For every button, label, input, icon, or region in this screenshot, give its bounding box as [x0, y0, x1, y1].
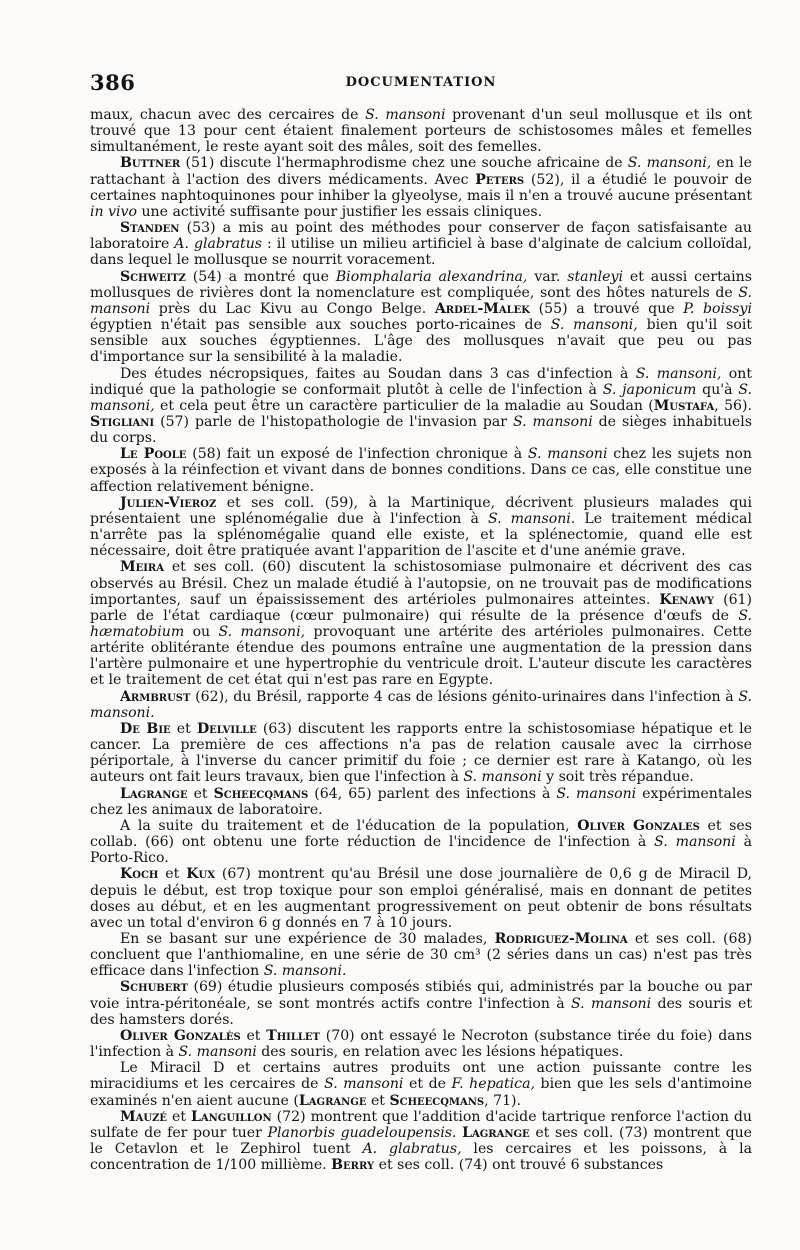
text-run: des souris et des hamsters dorés. — [90, 995, 752, 1028]
paragraph — [90, 1060, 752, 1108]
text-run: (57) parle de l'histopathologie de l'invasion par — [154, 413, 513, 430]
author-name: Schubert — [120, 979, 188, 996]
text-run: (63) discutent les rapports entre la schistosomiase hépatique et le cancer. La première de ces affections n'a pas de relation causale avec la cirrhose périportale, à l'inverse du cancer primitif du foie ; ce dernier est rare à Katango, où les auteurs ont fait leurs travaux, bien que l'infection à — [90, 720, 753, 786]
italic-term: S. mansoni — [556, 785, 637, 802]
text-run: (64, 65) parlent des infections à — [308, 785, 557, 802]
text-run: et — [167, 1108, 191, 1125]
author-name: Lagrange — [298, 1092, 367, 1109]
italic-term: S. mansoni, — [627, 155, 712, 172]
paragraph — [90, 366, 752, 447]
text-run: égyptien n'était pas sensible aux souches porto-ricaines de — [90, 317, 551, 334]
text-run: (54) a montré que — [185, 268, 336, 285]
author-name: Delville — [196, 720, 257, 737]
text-run: et ses coll. (74) ont trouvé 6 substances — [374, 1157, 664, 1174]
paragraph — [90, 446, 752, 494]
author-name: Mustafa — [653, 397, 715, 414]
author-name: Ardel-Malek — [434, 300, 530, 317]
author-name: Scheecqmans — [213, 785, 309, 802]
text-run: qu'à — [696, 381, 739, 398]
author-name: Peters — [475, 171, 525, 188]
text-run: (53) a mis au point des méthodes pour conserver de façon satisfaisante au laboratoire — [90, 220, 752, 253]
text-run: ont indiqué que la pathologie se conformait plutôt à celle de l'infection à — [90, 365, 752, 398]
author-name: Scheecqmans — [389, 1092, 485, 1109]
italic-term: S. hæmatobium — [90, 607, 752, 640]
author-name: Julien-Vieroz — [120, 494, 217, 511]
italic-term: S. mansoni — [324, 1076, 404, 1093]
author-name: Berry — [331, 1157, 375, 1174]
text-run: (70) ont essayé le Necroton (substance tirée du foie) dans l'infection à — [90, 1027, 752, 1061]
page-number: 386 — [90, 70, 136, 95]
text-run: ou — [184, 624, 219, 640]
author-name: Armbrust — [120, 688, 191, 705]
text-run: de sièges inhabituels du corps. — [90, 413, 752, 447]
text-run: Des études nécropsiques, faites au Soudan dans 3 cas d'infection à — [120, 365, 636, 382]
text-run: y soit très répandue. — [541, 769, 694, 786]
italic-term: P. boissyi — [683, 300, 752, 317]
text-run: : il utilise un milieu artificiel à base d'alginate de calcium colloïdal, dans lequel le mollusque se nourrit voracement. — [90, 236, 752, 269]
author-name: Le Poole — [120, 446, 187, 463]
text-run: (61) parle de l'état cardiaque (cœur pulmonaire) qui résulte de la présence d'œufs de — [90, 591, 752, 624]
text-run: provenant d'un seul mollusque et ils ont trouvé que 13 pour cent étaient finalement porteurs de schistosomes mâles et femelles simultanément, le reste ayant soit des mâles, soit des femelles. — [90, 107, 752, 156]
text-run: Le traitement médical n'arrête pas la splénomégalie quand elle existe, et la splénectomie, quand elle est nécessaire, doit être pratiquée avant l'apparition de l'ascite et d'une anémie grave. — [90, 510, 752, 560]
text-run: (58) fait un exposé de l'infection chronique à — [186, 446, 528, 463]
author-name: Kenawy — [659, 591, 715, 608]
author-name: Lagrange — [462, 1124, 530, 1141]
author-name: Languillon — [191, 1108, 272, 1125]
author-name: Stigliani — [90, 413, 155, 430]
italic-term: Planorbis guadeloupensis. — [267, 1124, 457, 1141]
italic-term: S. mansoni — [570, 995, 652, 1012]
paragraph — [90, 866, 752, 931]
italic-term: S. mansoni — [178, 1044, 257, 1061]
text-run: Le Miracil D et certains autres produits ont une action puissante contre les miracidiums et les cercaires de — [90, 1060, 752, 1093]
text-run: (51) discute l'hermaphrodisme chez une souche africaine de — [180, 155, 628, 172]
text-run: et — [187, 785, 214, 802]
paragraph — [90, 931, 752, 979]
text-run: et aussi certains mollusques de rivières dont la nomenclature est compliquée, sont des hôtes naturels de — [90, 268, 752, 301]
text-run: bien qu'il soit sensible aux souches égyptiennes. L'âge des mollusques n'avait que peu ou pas d'importance sur la sensibilité à la maladie. — [90, 317, 752, 366]
paragraph — [90, 220, 752, 268]
paragraph — [90, 155, 752, 220]
author-name: Oliver Gonzales — [577, 817, 700, 834]
text-run: (52), il a étudié le pouvoir de certaines naphtoquinones pour inhiber la glyeolyse, mais il n'en a trouvé aucune présentant — [90, 171, 752, 204]
italic-term: S. mansoni, — [635, 365, 722, 382]
author-name: Buttner — [120, 155, 181, 172]
text-run: et de — [403, 1076, 452, 1093]
paragraph — [90, 979, 752, 1027]
text-run: (62), du Brésil, rapporte 4 cas de lésions génito-urinaires dans l'infection à — [190, 688, 739, 705]
text-run: à Porto-Rico. — [90, 834, 752, 867]
text-run: des souris, en relation avec les lésions hépatiques. — [256, 1044, 624, 1061]
italic-term: S. mansoni — [463, 769, 542, 786]
italic-term: S. mansoni, — [550, 317, 638, 334]
text-run: (69) étudie plusieurs composés stibiés qui, administrés par la bouche ou par voie intra-péritonéale, se sont montrés actifs contre l'infection à — [90, 979, 752, 1012]
italic-term: F. hepatica, — [451, 1076, 535, 1093]
italic-term: S. mansoni — [654, 834, 736, 851]
text-run: bien que les sels d'antimoine examinés n'en aient aucune ( — [90, 1076, 752, 1109]
text-run: et ses coll. (68) concluent que l'anthiomaline, en une série de 30 cm³ (2 séries dans un cas) n'est pas très efficace dans l'infection — [90, 930, 752, 980]
text-run: , 56). — [714, 397, 752, 414]
text-run: et ses coll. (59), à la Martinique, décrivent plusieurs malades qui présentaient une splénomégalie due à l'infection à — [90, 494, 752, 527]
author-name: De Bie — [120, 720, 171, 737]
italic-term: in vivo — [90, 203, 137, 220]
paragraph — [90, 107, 752, 155]
author-name: Thillet — [266, 1027, 320, 1044]
italic-term: A. glabratus — [174, 236, 263, 253]
paragraph — [90, 1109, 752, 1174]
text-run: et — [170, 720, 197, 737]
paragraph — [90, 818, 752, 866]
text-run: et — [240, 1027, 267, 1044]
italic-term: stanleyi — [567, 268, 623, 285]
italic-term: S. japonicum — [602, 381, 697, 398]
italic-term: S. mansoni — [527, 446, 608, 463]
text-run: (55) a trouvé que — [530, 300, 684, 317]
italic-term: S. mansoni — [512, 413, 593, 430]
paragraph — [90, 786, 752, 818]
paragraph — [90, 495, 752, 560]
author-name: Oliver Gonzalès — [120, 1027, 241, 1044]
text-run: , 71). — [484, 1092, 522, 1109]
italic-term: S. mansoni. — [487, 510, 576, 527]
italic-term: S. mansoni, — [218, 624, 306, 640]
author-name: Rodriguez-Molina — [494, 930, 628, 947]
author-name: Schweitz — [120, 268, 186, 285]
text-run: et ses collab. (66) ont obtenu une forte réduction de l'incidence de l'infection à — [90, 817, 752, 851]
paragraph — [90, 1028, 752, 1060]
text-run: En se basant sur une expérience de 30 malades, — [120, 930, 495, 947]
text-run: près du Lac Kivu au Congo Belge. — [150, 300, 435, 317]
italic-term: S. mansoni — [90, 284, 752, 317]
italic-term: S. mansoni, — [90, 381, 752, 414]
author-name: Mauzé — [120, 1108, 168, 1125]
author-name: Standen — [120, 220, 180, 237]
text-run: et — [158, 866, 187, 883]
text-run: maux, chacun avec des cercaires de — [90, 107, 366, 123]
author-name: Koch — [120, 866, 159, 883]
italic-term: S. mansoni. — [90, 688, 752, 721]
text-run: expérimentales chez les animaux de laboratoire. — [90, 785, 752, 818]
text-run: (72) montrent que l'addition d'acide tartrique renforce l'action du sulfate de fer pour tuer — [90, 1108, 752, 1141]
text-run: les cercaires et les poissons, à la concentration de 1/100 millième. — [90, 1141, 752, 1174]
page-header — [90, 70, 752, 96]
text-run: provoquant une artérite des artérioles pulmonaires. Cette artérite oblitérante étendue des poumons entraîne une augmentation de la pression dans l'artère pulmonaire et une hypertrophie du ventricule droit. L'auteur discute les caractères et le traitement de cet état qui n'est pas rare en Egypte. — [90, 624, 752, 689]
text-run: et — [366, 1092, 390, 1109]
author-name: Meira — [120, 559, 164, 576]
text-run: et ses coll. (60) discutent la schistosomiase pulmonaire et décrivent des cas observés au Brésil. Chez un malade étudié à l'autopsie, on ne trouvait pas de modifications importantes, sauf un épaississement des artérioles pulmonaires atteintes. — [90, 559, 752, 608]
text-run: et cela peut être un caractère particulier de la maladie au Soudan ( — [154, 397, 654, 414]
paragraph — [90, 559, 752, 688]
italic-term: S. mansoni. — [263, 963, 347, 980]
text-run: var. — [527, 268, 568, 285]
italic-term: Biomphalaria alexandrina, — [335, 268, 528, 285]
body-text — [90, 107, 752, 1173]
text-run: chez les sujets non exposés à la réinfection et vivant dans de bonnes conditions. Dans ce cas, elle constitue une affection relativement bénigne. — [90, 446, 752, 495]
paragraph — [90, 721, 752, 786]
paragraph — [90, 269, 752, 366]
paragraph — [90, 689, 752, 721]
text-run: en le rattachant à l'action des divers médicaments. Avec — [90, 155, 752, 188]
italic-term: A. glabratus, — [362, 1141, 462, 1157]
text-run: (67) montrent qu'au Brésil une dose journalière de 0,6 g de Miracil D, depuis le début, est trop toxique pour son emploi généralisé, mais en donnant de petites doses au début, et en les augmentant progressivement on peut obtenir de bons résultats avec un total d'environ 6 g donnés en 7 à 10 jours. — [90, 866, 753, 931]
text-run: et ses coll. (73) montrent que le Cetavlon et le Zephirol tuent — [90, 1124, 753, 1157]
author-name: Lagrange — [120, 785, 188, 802]
text-run: A la suite du traitement et de l'éducation de la population, — [120, 817, 578, 834]
running-title: DOCUMENTATION — [345, 75, 497, 90]
text-run: une activité suffisante pour justifier les essais cliniques. — [136, 203, 543, 220]
italic-term: S. mansoni — [365, 107, 446, 123]
author-name: Kux — [186, 866, 215, 883]
